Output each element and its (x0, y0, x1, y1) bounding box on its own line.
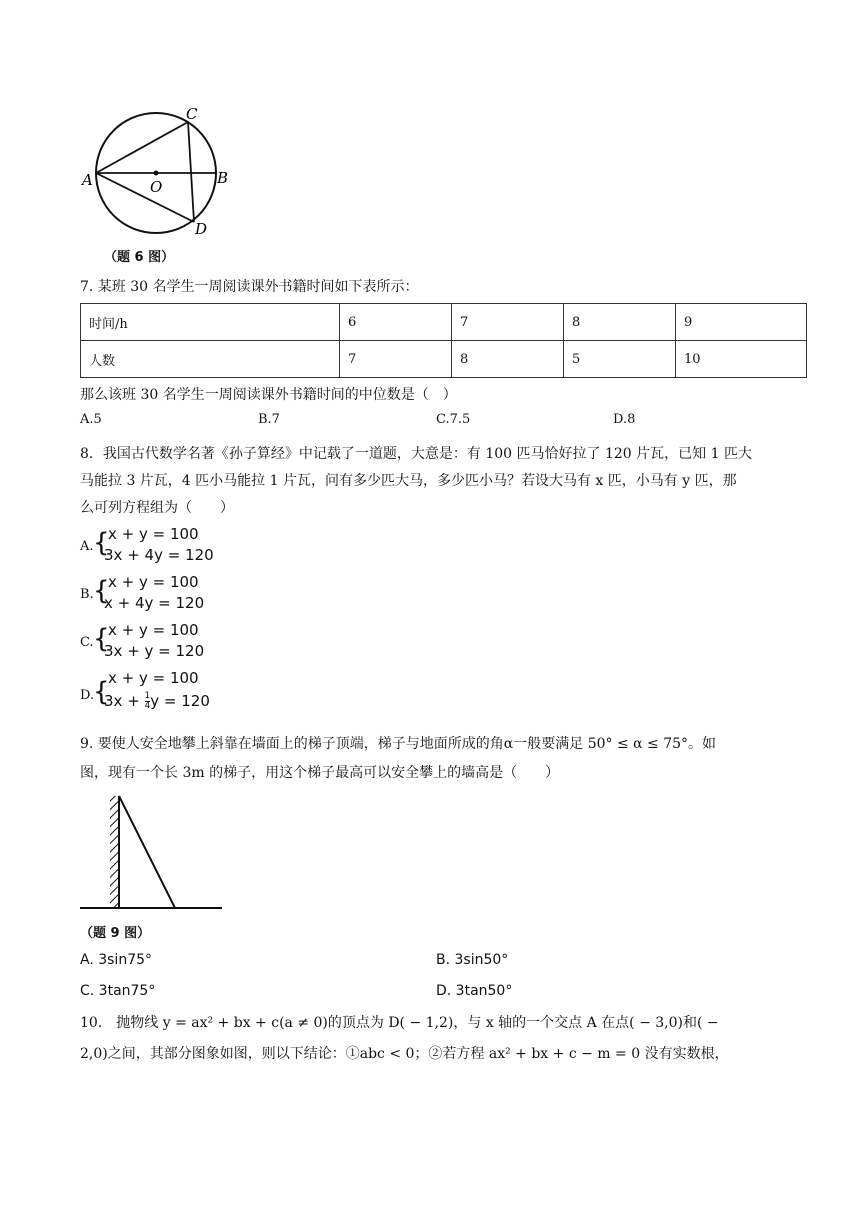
q8-option-d-eq2-pre: 3x + (104, 692, 145, 710)
table-cell: 8 (564, 304, 676, 341)
q8-option-b-eq2: x + 4y = 120 (104, 594, 205, 612)
wall-hatch (110, 796, 119, 908)
q8-option-a-eq2: 3x + 4y = 120 (104, 546, 214, 564)
q8-option-c-eq2: 3x + y = 120 (104, 642, 205, 660)
q9-option-c: C. 3tan75° (80, 983, 156, 999)
brace-icon: { (93, 677, 110, 707)
label-a: A (82, 171, 93, 189)
q7-option-a: A.5 (80, 412, 102, 427)
figure-6-circle (80, 100, 240, 240)
q8-line-2: 马能拉 3 片瓦，4 匹小马能拉 1 片瓦，问有多少匹大马，多少匹小马？若设大马有 x 匹，小马有 y 匹，那 (80, 473, 737, 489)
q10-line-2: 2,0)之间，其部分图象如图，则以下结论：①abc < 0；②若方程 ax² + bx + c − m = 0 没有实数根， (80, 1046, 729, 1062)
figure-6-caption: （题 6 图） (104, 250, 175, 265)
q8-option-d-eq2 (104, 692, 210, 711)
q8-option-d-eq1: x + y = 100 (108, 669, 199, 687)
q7-option-d: D.8 (613, 412, 636, 427)
figure-9-ladder (78, 790, 224, 915)
table-row (81, 304, 807, 341)
brace-icon: { (93, 624, 110, 654)
table-cell: 7 (452, 304, 564, 341)
q10-line-1: 10． 抛物线 y = ax² + bx + c(a ≠ 0)的顶点为 D( − 1,2)，与 x 轴的一个交点 A 在点( − 3,0)和( − (80, 1015, 719, 1031)
q9-option-b: B. 3sin50° (436, 952, 509, 968)
q7-option-b: B.7 (258, 412, 280, 427)
ladder-line (119, 796, 175, 908)
q9-line-1: 9. 要使人安全地攀上斜靠在墙面上的梯子顶端，梯子与地面所成的角α一般要满足 50° ≤ α ≤ 75°。如 (80, 736, 717, 752)
chord-cd (188, 122, 194, 222)
table-cell: 时间/h (81, 304, 340, 341)
q7-question: 那么该班 30 名学生一周阅读课外书籍时间的中位数是（ ） (80, 387, 457, 403)
q7-stem: 7. 某班 30 名学生一周阅读课外书籍时间如下表所示： (80, 279, 419, 295)
label-b: B (217, 169, 229, 187)
q8-option-b-eq1: x + y = 100 (108, 573, 199, 591)
brace-icon: { (93, 576, 110, 606)
fraction-denominator: 4 (144, 701, 151, 711)
q9-option-a: A. 3sin75° (80, 952, 153, 968)
q8-option-d-eq2-post: y = 120 (150, 692, 210, 710)
figure-9-caption: （题 9 图） (80, 926, 151, 941)
q8-option-c-eq1: x + y = 100 (108, 621, 199, 639)
table-row (81, 341, 807, 378)
q7-option-c: C.7.5 (436, 412, 471, 427)
chord-ad (96, 173, 194, 222)
q9-option-d: D. 3tan50° (436, 983, 513, 999)
q8-option-a-label: A. (80, 539, 94, 554)
q8-option-a-eq1: x + y = 100 (108, 525, 199, 543)
q7-table (80, 303, 807, 378)
brace-icon: { (93, 528, 110, 558)
center-point (154, 171, 159, 176)
label-o: O (150, 178, 163, 196)
q8-option-c-label: C. (80, 635, 94, 650)
q8-option-d-label: D. (80, 688, 95, 703)
table-cell: 6 (340, 304, 452, 341)
table-cell: 8 (452, 341, 564, 378)
q8-option-b-label: B. (80, 587, 94, 602)
fraction-numerator: 1 (144, 691, 151, 701)
label-d: D (195, 220, 208, 238)
table-cell: 人数 (81, 341, 340, 378)
table-cell: 5 (564, 341, 676, 378)
chord-ac (96, 122, 188, 173)
q8-line-3: 么可列方程组为（ ） (80, 500, 234, 516)
table-cell: 10 (676, 341, 807, 378)
label-c: C (186, 105, 198, 123)
table-cell: 7 (340, 341, 452, 378)
q8-line-1: 8．我国古代数学名著《孙子算经》中记载了一道题，大意是：有 100 匹马恰好拉了 120 片瓦，已知 1 匹大 (80, 446, 752, 462)
q9-line-2: 图，现有一个长 3m 的梯子，用这个梯子最高可以安全攀上的墙高是（ ） (80, 765, 560, 781)
table-cell: 9 (676, 304, 807, 341)
